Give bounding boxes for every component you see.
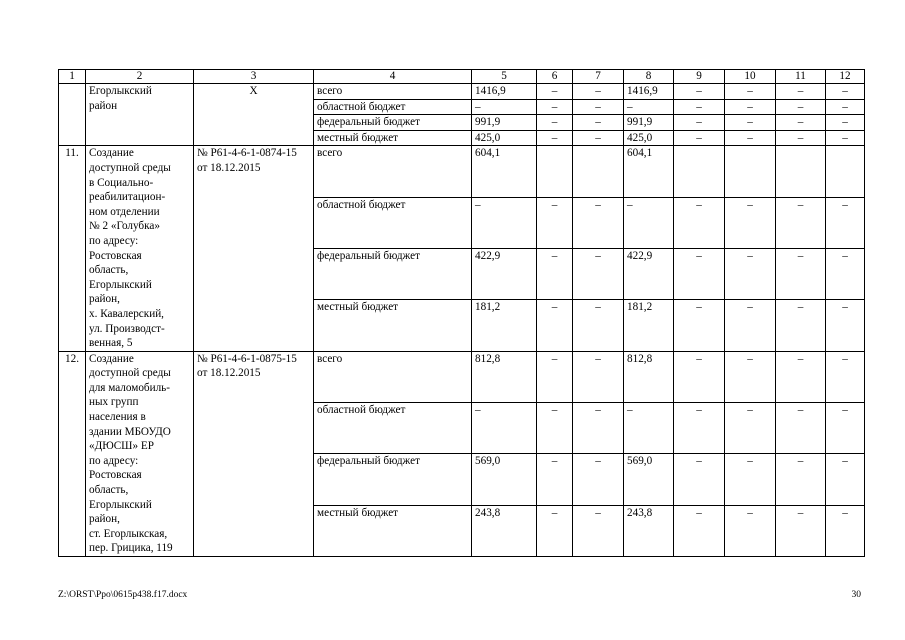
amount-cell: – — [573, 300, 624, 351]
amount-cell: – — [776, 351, 826, 402]
amount-cell: – — [674, 351, 725, 402]
amount-cell: 604,1 — [624, 146, 674, 197]
amount-cell: – — [725, 130, 776, 146]
amount-cell — [537, 146, 573, 197]
object-name: Егорлыкский район — [86, 84, 194, 146]
amount-cell: – — [674, 249, 725, 300]
col-header: 1 — [59, 70, 86, 84]
col-header: 2 — [86, 70, 194, 84]
amount-cell: – — [537, 249, 573, 300]
amount-cell: – — [537, 403, 573, 454]
amount-cell: – — [725, 300, 776, 351]
amount-cell: – — [725, 115, 776, 131]
amount-cell: – — [573, 99, 624, 115]
budget-source: местный бюджет — [314, 300, 472, 351]
amount-cell: – — [674, 99, 725, 115]
amount-cell: – — [573, 403, 624, 454]
amount-cell: – — [725, 505, 776, 556]
amount-cell: 425,0 — [472, 130, 537, 146]
amount-cell — [826, 146, 865, 197]
amount-cell: – — [573, 454, 624, 505]
amount-cell: – — [776, 249, 826, 300]
col-header: 3 — [194, 70, 314, 84]
amount-cell: – — [573, 115, 624, 131]
col-header: 6 — [537, 70, 573, 84]
budget-source: областной бюджет — [314, 99, 472, 115]
amount-cell: – — [537, 505, 573, 556]
amount-cell: – — [776, 300, 826, 351]
budget-source: федеральный бюджет — [314, 115, 472, 131]
amount-cell: 991,9 — [624, 115, 674, 131]
amount-cell: – — [725, 454, 776, 505]
amount-cell: – — [776, 115, 826, 131]
amount-cell: 991,9 — [472, 115, 537, 131]
amount-cell: – — [573, 351, 624, 402]
amount-cell — [674, 146, 725, 197]
file-path: Z:\ORST\Ppo\0615p438.f17.docx — [58, 590, 188, 600]
amount-cell: 812,8 — [472, 351, 537, 402]
document-reference: X — [194, 84, 314, 146]
amount-cell: – — [826, 351, 865, 402]
budget-source: областной бюджет — [314, 403, 472, 454]
amount-cell: – — [725, 351, 776, 402]
amount-cell: – — [776, 403, 826, 454]
col-header: 11 — [776, 70, 826, 84]
amount-cell: – — [826, 84, 865, 100]
col-header: 8 — [624, 70, 674, 84]
amount-cell: – — [674, 115, 725, 131]
document-reference: № Р61-4-6-1-0875-15 от 18.12.2015 — [194, 351, 314, 556]
budget-source: местный бюджет — [314, 130, 472, 146]
amount-cell: – — [725, 403, 776, 454]
amount-cell: 425,0 — [624, 130, 674, 146]
amount-cell: – — [537, 99, 573, 115]
amount-cell: – — [725, 249, 776, 300]
amount-cell — [573, 146, 624, 197]
table-row — [59, 351, 865, 402]
amount-cell: 243,8 — [472, 505, 537, 556]
amount-cell: – — [826, 249, 865, 300]
amount-cell: 243,8 — [624, 505, 674, 556]
amount-cell: – — [624, 197, 674, 248]
amount-cell: – — [537, 454, 573, 505]
amount-cell: – — [826, 505, 865, 556]
amount-cell: – — [725, 99, 776, 115]
amount-cell: – — [537, 115, 573, 131]
item-number: 12. — [59, 351, 86, 556]
amount-cell: 604,1 — [472, 146, 537, 197]
col-header: 5 — [472, 70, 537, 84]
budget-source: всего — [314, 84, 472, 100]
amount-cell: – — [573, 84, 624, 100]
amount-cell: – — [776, 130, 826, 146]
col-header: 7 — [573, 70, 624, 84]
col-header: 4 — [314, 70, 472, 84]
amount-cell: – — [725, 197, 776, 248]
budget-source: местный бюджет — [314, 505, 472, 556]
col-header: 10 — [725, 70, 776, 84]
amount-cell: 569,0 — [624, 454, 674, 505]
amount-cell: – — [537, 84, 573, 100]
item-number — [59, 84, 86, 146]
amount-cell: 181,2 — [472, 300, 537, 351]
amount-cell: – — [776, 99, 826, 115]
amount-cell: – — [472, 197, 537, 248]
amount-cell: – — [472, 403, 537, 454]
budget-source: федеральный бюджет — [314, 454, 472, 505]
amount-cell: – — [826, 115, 865, 131]
budget-source: федеральный бюджет — [314, 249, 472, 300]
amount-cell: – — [674, 130, 725, 146]
amount-cell: – — [725, 84, 776, 100]
amount-cell: 812,8 — [624, 351, 674, 402]
amount-cell — [725, 146, 776, 197]
budget-table — [58, 69, 865, 557]
table-row — [59, 146, 865, 197]
amount-cell: – — [826, 130, 865, 146]
amount-cell — [776, 146, 826, 197]
object-name: Создание доступной среды для маломобиль- ных групп населения в здании МБОУДО «ДЮСШ» ЕР по адресу: Ростовская область, Егорлыкский район, ст. Егорлыкская, пер. Грицика, 119 — [86, 351, 194, 556]
amount-cell: – — [674, 454, 725, 505]
amount-cell: – — [776, 454, 826, 505]
amount-cell: – — [674, 84, 725, 100]
amount-cell: 1416,9 — [472, 84, 537, 100]
budget-source: всего — [314, 351, 472, 402]
col-header: 12 — [826, 70, 865, 84]
col-header: 9 — [674, 70, 725, 84]
amount-cell: – — [826, 300, 865, 351]
amount-cell: – — [624, 99, 674, 115]
amount-cell: 181,2 — [624, 300, 674, 351]
budget-source: областной бюджет — [314, 197, 472, 248]
column-number-row — [59, 70, 865, 84]
amount-cell: – — [826, 99, 865, 115]
amount-cell: – — [472, 99, 537, 115]
amount-cell: – — [537, 300, 573, 351]
amount-cell: – — [776, 505, 826, 556]
amount-cell: – — [537, 130, 573, 146]
table-body — [59, 70, 865, 557]
amount-cell: 422,9 — [624, 249, 674, 300]
amount-cell: – — [573, 197, 624, 248]
amount-cell: – — [573, 505, 624, 556]
amount-cell: – — [573, 130, 624, 146]
amount-cell: – — [826, 454, 865, 505]
amount-cell: – — [537, 351, 573, 402]
page-number: 30 — [851, 590, 861, 600]
amount-cell: 1416,9 — [624, 84, 674, 100]
item-number: 11. — [59, 146, 86, 351]
amount-cell: – — [674, 300, 725, 351]
amount-cell: – — [624, 403, 674, 454]
amount-cell: 569,0 — [472, 454, 537, 505]
amount-cell: – — [537, 197, 573, 248]
amount-cell: – — [674, 505, 725, 556]
table-row — [59, 84, 865, 100]
amount-cell: – — [776, 84, 826, 100]
amount-cell: – — [674, 403, 725, 454]
document-reference: № Р61-4-6-1-0874-15 от 18.12.2015 — [194, 146, 314, 351]
amount-cell: – — [776, 197, 826, 248]
amount-cell: – — [573, 249, 624, 300]
amount-cell: – — [826, 403, 865, 454]
budget-source: всего — [314, 146, 472, 197]
object-name: Создание доступной среды в Социально- реабилитацион- ном отделении № 2 «Голубка» по адресу: Ростовская область, Егорлыкский район, х. Кавалерский, ул. Производст- венная, 5 — [86, 146, 194, 351]
amount-cell: – — [826, 197, 865, 248]
amount-cell: – — [674, 197, 725, 248]
amount-cell: 422,9 — [472, 249, 537, 300]
